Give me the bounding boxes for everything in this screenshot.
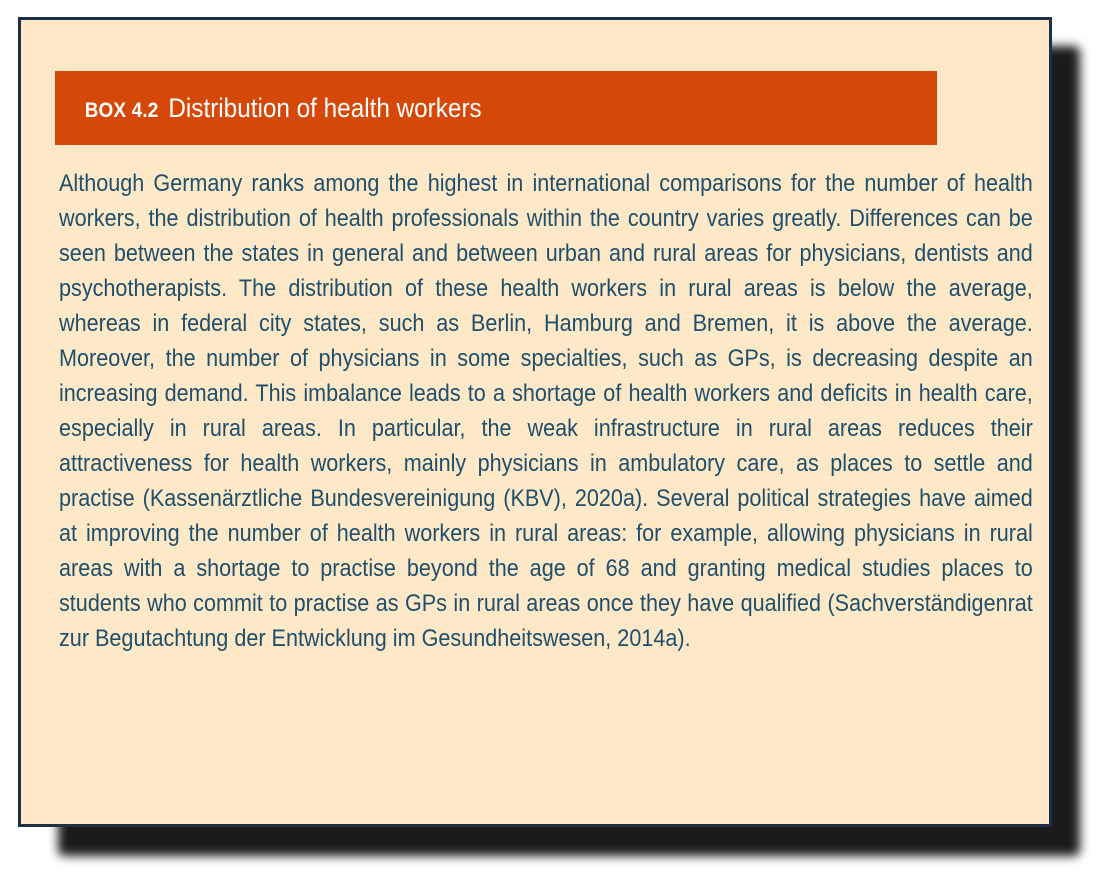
info-box xyxy=(18,17,1052,827)
box-label: BOX 4.2 xyxy=(84,98,159,122)
box-header-content xyxy=(85,93,482,124)
box-header xyxy=(55,71,937,145)
box-body-text: Although Germany ranks among the highest in international comparisons for the number of health workers, the distribution of health professionals within the country varies greatly. Differences can be seen between the states in general and between urban and rural areas for physicians, dentists and psychotherapists. The distribution of these health workers in rural areas is below the average, whereas in federal city states, such as Berlin, Hamburg and Bremen, it is above the average. Moreover, the number of physicians in some specialties, such as GPs, is decreasing despite an increasing demand. This imbalance leads to a shortage of health workers and deficits in health care, especially in rural areas. In particular, the weak infrastructure in rural areas reduces their attractiveness for health workers, mainly physicians in ambulatory care, as places to settle and practise (Kassenärztliche Bundesvereinigung (KBV), 2020a). Several political strategies have aimed at improving the number of health workers in rural areas: for example, allowing physicians in rural areas with a shortage to practise beyond the age of 68 and granting medical studies places to students who commit to practise as GPs in rural areas once they have qualified (Sachverständigenrat zur Begutachtung der Entwicklung im Gesundheitswesen, 2014a). xyxy=(59,170,1033,652)
box-body xyxy=(59,166,1033,656)
box-title: Distribution of health workers xyxy=(168,92,482,123)
